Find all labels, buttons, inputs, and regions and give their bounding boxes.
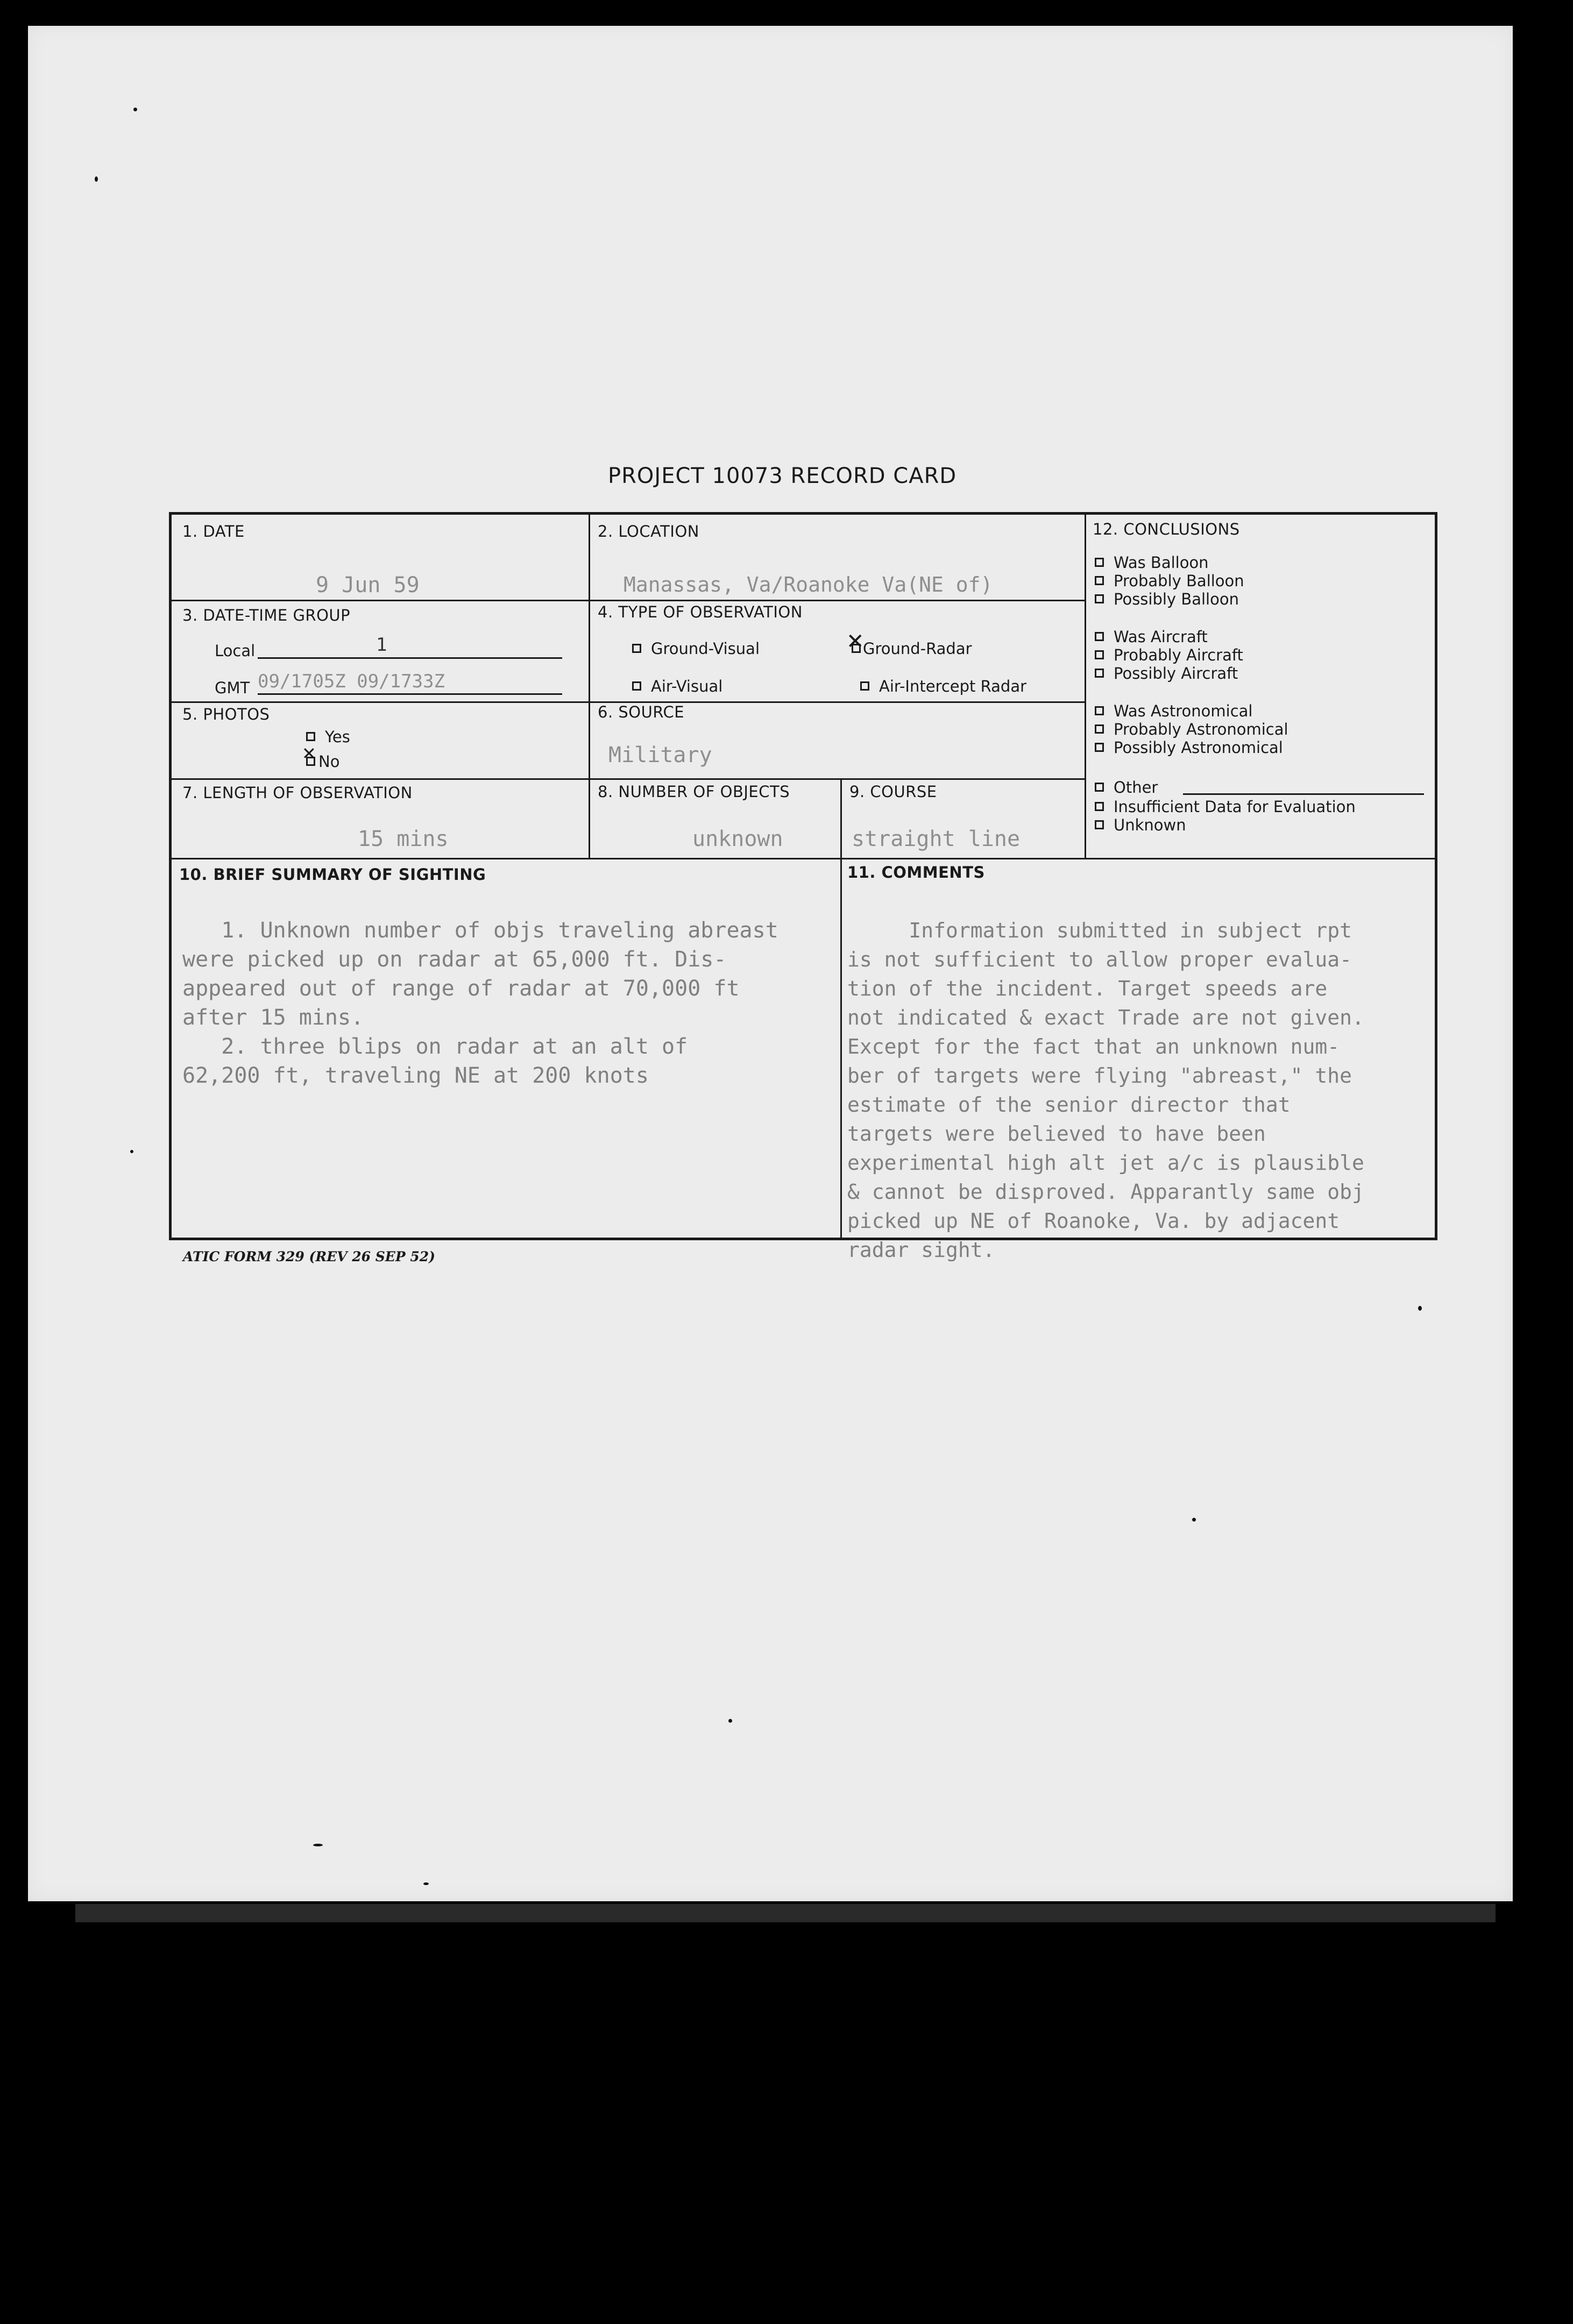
- comments-line: targets were believed to have been: [847, 1122, 1266, 1146]
- comments-line: ber of targets were flying "abreast," the: [847, 1064, 1352, 1088]
- gmt-label: GMT: [215, 679, 250, 697]
- checkbox: [306, 732, 315, 741]
- photos-no-text: No: [318, 752, 340, 771]
- ground-visual-text: Ground-Visual: [651, 639, 760, 658]
- checkbox: [1095, 743, 1104, 752]
- source-label: 6. SOURCE: [598, 703, 685, 721]
- conclusion-text: Possibly Astronomical: [1114, 738, 1283, 757]
- comments-line: Except for the fact that an unknown num-: [847, 1035, 1340, 1058]
- comments-line: picked up NE of Roanoke, Va. by adjacent: [847, 1209, 1340, 1233]
- dust-speck: [1192, 1518, 1196, 1522]
- photos-label: 5. PHOTOS: [182, 705, 270, 723]
- course-label: 9. COURSE: [849, 783, 937, 801]
- date-time-group-label: 3. DATE-TIME GROUP: [182, 606, 351, 624]
- checkbox: [1095, 558, 1104, 567]
- comments-line: is not sufficient to allow proper evalua-: [847, 948, 1352, 971]
- form-footer: ATIC FORM 329 (REV 26 SEP 52): [183, 1249, 435, 1264]
- comments-label: 11. COMMENTS: [847, 863, 985, 882]
- location-value: Manassas, Va/Roanoke Va(NE of): [623, 573, 993, 596]
- grid-line: [172, 600, 1085, 601]
- checkbox: [1095, 724, 1104, 734]
- conclusion-text: Was Astronomical: [1114, 702, 1253, 720]
- conclusion-option: [1095, 778, 1158, 797]
- comments-line: Information submitted in subject rpt: [847, 919, 1352, 942]
- type-of-observation-label: 4. TYPE OF OBSERVATION: [598, 603, 803, 621]
- date-label: 1. DATE: [182, 522, 245, 541]
- air-intercept-text: Air-Intercept Radar: [879, 677, 1027, 695]
- grid-line: [172, 858, 1435, 859]
- gmt-value: 09/1705Z 09/1733Z: [258, 671, 445, 692]
- location-label: 2. LOCATION: [598, 522, 699, 541]
- dust-speck: [130, 1150, 133, 1153]
- checkbox: [1095, 802, 1104, 811]
- checkbox: [632, 681, 641, 691]
- checkbox: [1095, 669, 1104, 678]
- conclusion-text: Probably Balloon: [1114, 572, 1244, 590]
- summary-line: appeared out of range of radar at 70,000 ft: [182, 976, 740, 1001]
- conclusion-text: Other: [1114, 778, 1158, 797]
- date-value: 9 Jun 59: [316, 573, 420, 598]
- comments-line: & cannot be disproved. Apparantly same obj: [847, 1180, 1364, 1204]
- source-value: Military: [608, 743, 712, 767]
- dust-speck: [133, 108, 137, 111]
- checkbox: [1095, 820, 1104, 829]
- checkmark-x-icon: ✕: [302, 743, 316, 764]
- dust-speck: [313, 1844, 323, 1846]
- dust-speck: [423, 1882, 429, 1885]
- checkbox: [1095, 706, 1104, 715]
- grid-line: [840, 778, 842, 1238]
- underlying-sheet-edge: [75, 1904, 1496, 1922]
- comments-line: estimate of the senior director that: [847, 1093, 1291, 1117]
- conclusion-option: [1095, 553, 1209, 572]
- number-of-objects-label: 8. NUMBER OF OBJECTS: [598, 783, 790, 801]
- conclusion-text: Probably Astronomical: [1114, 720, 1288, 738]
- summary-line: were picked up on radar at 65,000 ft. Dis-: [182, 947, 727, 972]
- summary-line: 2. three blips on radar at an alt of: [182, 1034, 688, 1059]
- form-title: PROJECT 10073 RECORD CARD: [608, 464, 957, 488]
- summary-label: 10. BRIEF SUMMARY OF SIGHTING: [179, 865, 486, 884]
- conclusion-option: [1095, 572, 1244, 590]
- grid-line: [589, 515, 590, 858]
- length-of-observation-label: 7. LENGTH OF OBSERVATION: [182, 784, 413, 802]
- number-of-objects-value: unknown: [692, 827, 783, 851]
- checkmark-x-icon: ✕: [846, 629, 865, 654]
- air-visual-option: [632, 677, 722, 695]
- conclusion-option: [1095, 646, 1243, 664]
- conclusion-option: [1095, 816, 1186, 834]
- comments-line: experimental high alt jet a/c is plausible: [847, 1151, 1364, 1175]
- summary-line: 1. Unknown number of objs traveling abreast: [182, 918, 778, 943]
- local-value: 1: [376, 634, 387, 656]
- dust-speck: [1418, 1306, 1422, 1311]
- photos-yes-text: Yes: [325, 728, 350, 746]
- ground-visual-option: [632, 639, 760, 658]
- comments-line: radar sight.: [847, 1238, 995, 1262]
- conclusion-text: Probably Aircraft: [1114, 646, 1243, 664]
- conclusion-text: Possibly Balloon: [1114, 590, 1239, 608]
- checkbox: [632, 644, 641, 653]
- grid-line: [1085, 515, 1086, 858]
- conclusion-text: Insufficient Data for Evaluation: [1114, 798, 1356, 816]
- gmt-underline: [258, 693, 562, 695]
- course-value: straight line: [852, 827, 1021, 851]
- conclusion-option: [1095, 798, 1356, 816]
- conclusion-text: Possibly Aircraft: [1114, 664, 1238, 683]
- conclusion-option: [1095, 664, 1238, 683]
- ground-radar-text: Ground-Radar: [863, 639, 972, 658]
- air-intercept-option: [860, 677, 1026, 695]
- conclusion-text: Unknown: [1114, 816, 1186, 834]
- conclusion-option: [1095, 628, 1208, 646]
- conclusion-option: [1095, 702, 1252, 720]
- grid-line: [172, 778, 1085, 780]
- other-underline: [1183, 793, 1424, 795]
- comments-line: not indicated & exact Trade are not given.: [847, 1006, 1364, 1029]
- ground-radar-option: [852, 639, 972, 658]
- local-label: Local: [215, 642, 256, 660]
- summary-line: 62,200 ft, traveling NE at 200 knots: [182, 1063, 649, 1088]
- comments-text: [847, 887, 1364, 1264]
- local-underline: [258, 657, 562, 659]
- checkbox: [1095, 576, 1104, 585]
- length-of-observation-value: 15 mins: [358, 827, 449, 851]
- conclusion-option: [1095, 590, 1239, 608]
- conclusion-text: Was Balloon: [1114, 553, 1209, 572]
- checkbox: [860, 681, 869, 691]
- comments-line: tion of the incident. Target speeds are: [847, 977, 1328, 1000]
- conclusion-text: Was Aircraft: [1114, 628, 1208, 646]
- summary-text: [182, 887, 778, 1090]
- summary-line: after 15 mins.: [182, 1005, 364, 1030]
- conclusion-option: [1095, 720, 1288, 738]
- dust-speck: [95, 176, 98, 182]
- checkbox: [1095, 650, 1104, 659]
- air-visual-text: Air-Visual: [651, 677, 723, 695]
- checkbox: [1095, 594, 1104, 603]
- conclusion-option: [1095, 738, 1283, 757]
- dust-speck: [728, 1719, 732, 1723]
- checkbox: [1095, 783, 1104, 792]
- conclusions-label: 12. CONCLUSIONS: [1093, 520, 1240, 538]
- checkbox: [1095, 632, 1104, 641]
